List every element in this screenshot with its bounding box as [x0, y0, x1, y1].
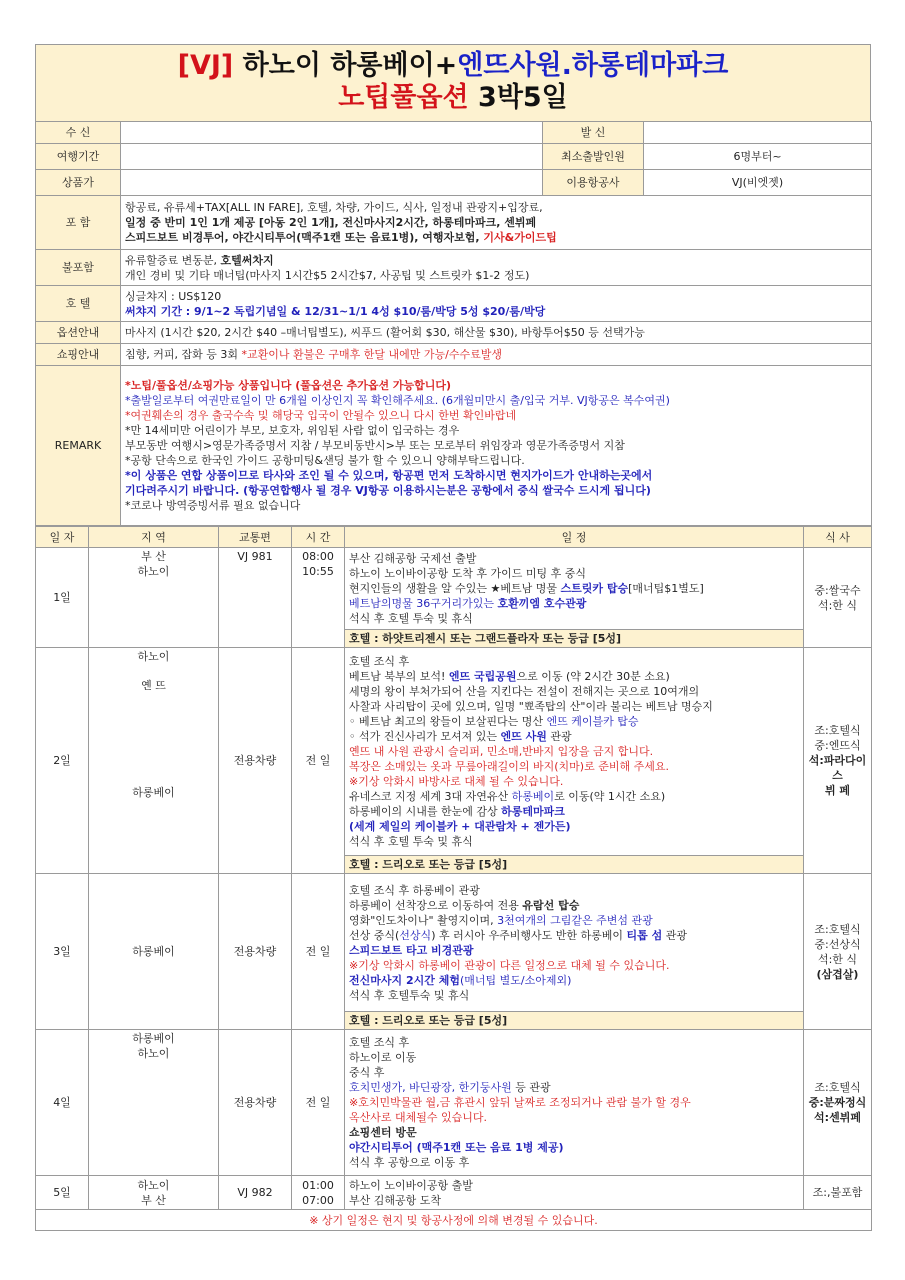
day2-schedule: 호텔 조식 후 베트남 북부의 보석! 엔뜨 국립공원으로 이동 (약 2시간 30분 소요) 세명의 왕이 부처가되어 산을 지킨다는 전설이 전해지는 곳으로 10여개의 사찰과 사리탑이 곳에 있으며, 일명 "뾰족탑의 산"이라 불리는 베트남 명승지 ◦ 베트남 최고의 왕들이 보살핀다는 명산 엔뜨 케이블카 탑승 ◦ 석가 진신사리가 모셔져 있는 엔뜨 사원 관광 옌뜨 내 사원 관광시 슬리퍼, 민소매,반바지 입장을 금지 합니다. 복장은 소매있는 옷과 무릎아래길이의 바지(치마)로 준비해 주세요. ※기상 악화시 바방사로 대체 될 수 있습니다. 유네스코 지정 세계 3대 자연유산 하롱베이로 이동(약 1시간 소요) 하롱베이의 시내를 한눈에 감상 하롱테마파크 (세계 제일의 케이블카 + 대관람차 + 젠가든) 석식 후 호텔 투숙 및 휴식 — [345, 648, 804, 856]
day5-row — [36, 1176, 872, 1210]
day3-schedule: 호텔 조식 후 하롱베이 관광 하롱베이 선착장으로 이동하여 전용 유람선 탑승 영화"인도차이나" 촬영지이며, 3천여개의 그림같은 주변섬 관광 선상 중식(선상식) 후 러시아 우주비행사도 반한 하롱베이 티톱 섬 관광 스피드보트 타고 비경관광 ※기상 악화시 하롱베이 관광이 다른 일정으로 대체 될 수 있습니다. 전신마사지 2시간 체험(매너팁 별도/소아제외) 석식 후 호텔투숙 및 휴식 — [345, 874, 804, 1012]
min-people-label: 최소출발인원 — [543, 144, 644, 170]
airline-value: VJ(비엣젯) — [644, 170, 872, 196]
day3-hotel: 호텔 : 드리오로 또는 등급 [5성] — [345, 1012, 804, 1030]
day3-meals: 조:호텔식 중:선상식 석:한 식 (삼겹살) — [804, 874, 872, 1030]
airline-label: 이용항공사 — [543, 170, 644, 196]
recipient-value — [121, 122, 543, 144]
header-day: 일 자 — [36, 527, 89, 548]
day1-schedule: 부산 김해공항 국제선 출발 하노이 노이바이공항 도착 후 가이드 미팅 후 중식 현지인들의 생활을 알 수있는 ★베트남 명물 스트릿카 탑승[매너팁$1별도] 베트남의명물 36구거리가있는 호환끼엠 호수관광 석식 후 호텔 투숙 및 휴식 — [345, 548, 804, 630]
day1-time: 08:00 10:55 — [292, 548, 345, 648]
hotel-info-text: 싱글챠지 : US$120 써챠지 기간 : 9/1~2 독립기념일 & 12/31~1/1 4성 $10/룸/박당 5성 $20/룸/박당 — [121, 286, 872, 322]
day4-region: 하롱베이 하노이 — [89, 1030, 219, 1176]
hotel-info-label: 호 텔 — [36, 286, 121, 322]
day3-time: 전 일 — [292, 874, 345, 1030]
price-label: 상품가 — [36, 170, 121, 196]
options-label: 옵션안내 — [36, 322, 121, 344]
includes-text: 항공료, 유류세+TAX[ALL IN FARE], 호텔, 차량, 가이드, 식사, 일정내 관광지+입장료, 일정 중 반미 1인 1개 제공 [아동 2인 1개], 전신마사지2시간, 하롱테마파크, 센뷔페 스피드보트 비경투어, 야간시티투어(맥주1캔 또는 음료1병), 여행자보험, 기사&가이드팁 — [121, 196, 872, 250]
header-time: 시 간 — [292, 527, 345, 548]
itinerary-table — [35, 526, 872, 1231]
remark-text: *노팁/풀옵션/쇼핑가능 상품입니다 (풀옵션은 추가옵션 가능합니다) *출발일로부터 여권만료일이 만 6개월 이상인지 꼭 확인해주세요. (6개월미만시 출/입국 거부. VJ항공은 복수여권) *여권훼손의 경우 출국수속 및 해당국 입국이 안될수 있으니 다시 한번 확인바랍네 *만 14세미만 어린이가 부모, 보호자, 위임된 사람 없이 입국하는 경우 부모동반 여행시>영문가족증명서 지참 / 부모비동반시>부 또는 모로부터 위임장과 영문가족증명서 지참 *공항 단속으로 한국인 가이드 공항미팅&샌딩 불가 할 수 있으니 양해부탁드립니다. *이 상품은 연합 상품이므로 타사와 조인 될 수 있으며, 항공편 먼저 도착하시면 현지가이드가 안내하는곳에서 기다려주시기 바랍니다. (항공연합행사 될 경우 VJ항공 이용하시는분은 공항에서 중식 쌀국수 드시게 됩니다) *코로나 방역증빙서류 필요 없습니다 — [121, 366, 872, 526]
period-label: 여행기간 — [36, 144, 121, 170]
day4-transport: 전용차량 — [219, 1030, 292, 1176]
day5-region: 하노이 부 산 — [89, 1176, 219, 1210]
day3-label: 3일 — [36, 874, 89, 1030]
day2-meals: 조:호텔식 중:엔뜨식 석:파라다이스 뷔 페 — [804, 648, 872, 874]
price-value — [121, 170, 543, 196]
day2-label: 2일 — [36, 648, 89, 874]
header-schedule: 일 정 — [345, 527, 804, 548]
day1-row — [36, 548, 872, 630]
period-value — [121, 144, 543, 170]
header-transport: 교통편 — [219, 527, 292, 548]
day2-transport: 전용차량 — [219, 648, 292, 874]
min-people-value: 6명부터~ — [644, 144, 872, 170]
day4-label: 4일 — [36, 1030, 89, 1176]
day1-hotel: 호텔 : 하얏트리젠시 또는 그랜드플라자 또는 등급 [5성] — [345, 630, 804, 648]
day2-hotel: 호텔 : 드리오로 또는 등급 [5성] — [345, 856, 804, 874]
day3-transport: 전용차량 — [219, 874, 292, 1030]
day1-region: 부 산 하노이 — [89, 548, 219, 648]
day5-meals: 조:,불포함 — [804, 1176, 872, 1210]
sender-label: 발 신 — [543, 122, 644, 144]
title-banner — [35, 44, 871, 121]
day2-region: 하노이 옌 뜨 하롱베이 — [89, 648, 219, 874]
day2-row — [36, 648, 872, 856]
title-line-1: [VJ] 하노이 하롱베이+엔뜨사원.하롱테마파크 — [177, 50, 729, 81]
footer-note: ※ 상기 일정은 현지 및 항공사정에 의해 변경될 수 있습니다. — [36, 1210, 872, 1231]
day2-time: 전 일 — [292, 648, 345, 874]
info-table — [35, 121, 872, 526]
day4-time: 전 일 — [292, 1030, 345, 1176]
day3-row — [36, 874, 872, 1012]
excludes-text: 유류할증료 변동분, 호텔써차지 개인 경비 및 기타 매너팁(마사지 1시간$5 2시간$7, 사공팁 및 스트릿카 $1-2 정도) — [121, 250, 872, 286]
shopping-text: 침향, 커피, 잡화 등 3회 *교환이나 환불은 구매후 한달 내에만 가능/수수료발생 — [121, 344, 872, 366]
includes-label: 포 함 — [36, 196, 121, 250]
header-meal: 식 사 — [804, 527, 872, 548]
day1-transport: VJ 981 — [219, 548, 292, 648]
day1-label: 1일 — [36, 548, 89, 648]
recipient-label: 수 신 — [36, 122, 121, 144]
day1-meals: 중:쌀국수 석:한 식 — [804, 548, 872, 648]
title-line-2: 노팁풀옵션 3박5일 — [338, 82, 568, 113]
day4-schedule: 호텔 조식 후 하노이로 이동 중식 후 호치민생가, 바딘광장, 한기둥사원 등 관광 ※호치민박물관 월,금 휴관시 앞뒤 날짜로 조정되거나 관람 불가 할 경우 옥산사로 대체될수 있습니다. 쇼핑센터 방문 야간시티투어 (맥주1캔 또는 음료 1병 제공) 석식 후 공항으로 이동 후 — [345, 1030, 804, 1176]
options-text: 마사지 (1시간 $20, 2시간 $40 –매너팁별도), 씨푸드 (활어회 $30, 해산물 $30), 바항투어$50 등 선택가능 — [121, 322, 872, 344]
day5-schedule: 하노이 노이바이공항 출발 부산 김해공항 도착 — [345, 1176, 804, 1210]
day5-label: 5일 — [36, 1176, 89, 1210]
itinerary-sheet — [35, 44, 871, 1231]
shopping-label: 쇼핑안내 — [36, 344, 121, 366]
header-region: 지 역 — [89, 527, 219, 548]
day3-region: 하롱베이 — [89, 874, 219, 1030]
day5-transport: VJ 982 — [219, 1176, 292, 1210]
day4-meals: 조:호텔식 중:분짜정식 석:센뷔페 — [804, 1030, 872, 1176]
excludes-label: 불포함 — [36, 250, 121, 286]
sender-value — [644, 122, 872, 144]
itinerary-header-row — [36, 527, 872, 548]
day5-time: 01:00 07:00 — [292, 1176, 345, 1210]
day4-row — [36, 1030, 872, 1176]
remark-label: REMARK — [36, 366, 121, 526]
